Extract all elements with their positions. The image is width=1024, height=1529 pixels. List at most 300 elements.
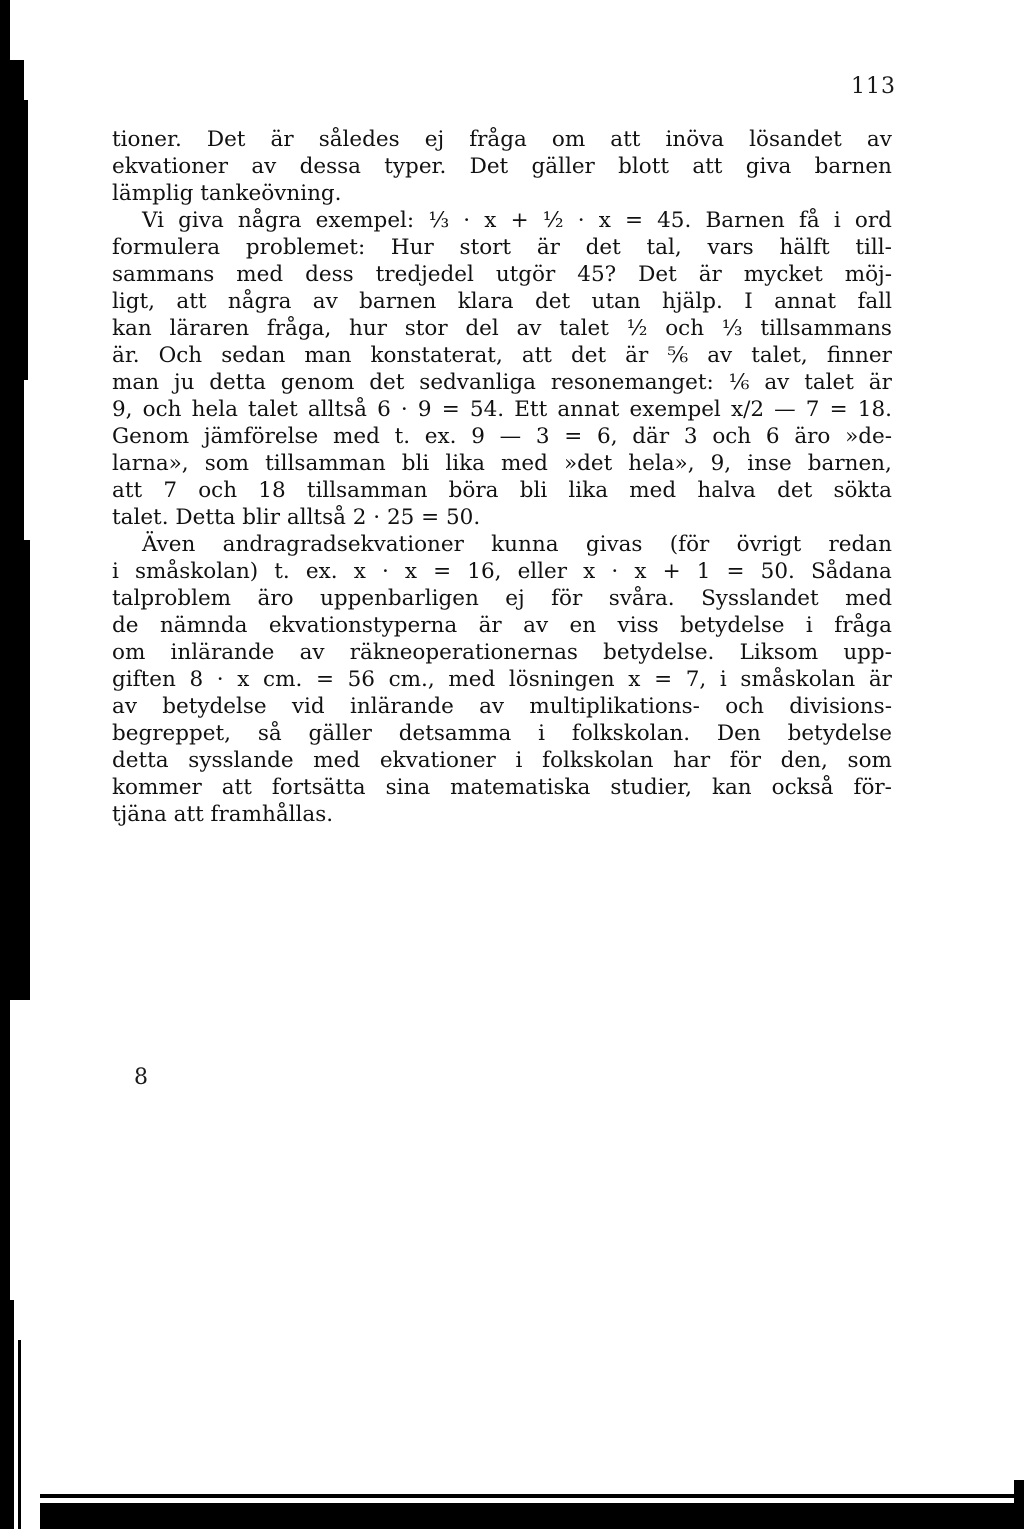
word: och xyxy=(142,397,182,422)
word: formulera xyxy=(112,235,221,260)
scan-edge-bottom xyxy=(40,1503,1024,1529)
word: = xyxy=(433,559,452,584)
word: utan xyxy=(591,289,641,314)
word: hur xyxy=(349,316,387,341)
word: i xyxy=(538,721,546,746)
word: sina xyxy=(385,775,431,800)
word: av xyxy=(312,289,338,314)
text-line xyxy=(112,693,892,720)
word: (för xyxy=(669,532,710,557)
word: x xyxy=(598,208,611,233)
text-line xyxy=(112,585,892,612)
word: talproblem xyxy=(112,586,232,611)
word: viss xyxy=(617,613,659,638)
word: = xyxy=(624,208,643,233)
text-line xyxy=(112,369,892,396)
word: böra xyxy=(448,478,499,503)
word: den, xyxy=(780,748,828,773)
word: exempel xyxy=(629,397,721,422)
word: ekvationer xyxy=(379,748,496,773)
word: exempel: xyxy=(315,208,415,233)
word: har xyxy=(673,748,711,773)
word: att xyxy=(521,343,552,368)
word: + xyxy=(510,208,529,233)
word: lika xyxy=(445,451,485,476)
word: nämnda xyxy=(159,613,248,638)
word: man xyxy=(304,343,352,368)
word: barnen xyxy=(814,154,892,179)
word: i xyxy=(515,748,523,773)
word: betydelse xyxy=(787,721,892,746)
word: inlärande xyxy=(349,694,454,719)
word: Sysslandet xyxy=(701,586,819,611)
word: 6 xyxy=(765,424,780,449)
word: tioner. xyxy=(112,127,182,152)
word: är. xyxy=(112,343,140,368)
word: 9, xyxy=(112,397,133,422)
word: detta xyxy=(209,370,266,395)
word: där xyxy=(632,424,670,449)
word: givas xyxy=(585,532,643,557)
word: I xyxy=(744,289,753,314)
word: 18 xyxy=(258,478,286,503)
word: ej xyxy=(505,586,525,611)
scan-edge-left-3 xyxy=(24,100,28,380)
word: »de- xyxy=(845,424,892,449)
word: cm. xyxy=(263,667,303,692)
word: Och xyxy=(158,343,203,368)
word: äro xyxy=(794,424,831,449)
word: fall xyxy=(857,289,892,314)
word: alltså xyxy=(307,397,367,422)
word: gäller xyxy=(531,154,595,179)
word: halva xyxy=(697,478,756,503)
word: eller xyxy=(517,559,568,584)
word: resonemanget: xyxy=(550,370,714,395)
word: hela», xyxy=(628,451,695,476)
word: 9 xyxy=(417,397,432,422)
word: av xyxy=(479,694,505,719)
word: begreppet, xyxy=(112,721,231,746)
word: = xyxy=(564,424,583,449)
word: ej xyxy=(424,127,445,152)
word: jämförelse xyxy=(203,424,319,449)
word: med xyxy=(448,667,496,692)
word: om xyxy=(551,127,586,152)
text-line xyxy=(112,558,892,585)
word: av xyxy=(707,343,733,368)
word: 6 xyxy=(377,397,391,422)
word: räkneoperationernas xyxy=(349,640,578,665)
word: x xyxy=(583,559,596,584)
word: tredjedel xyxy=(375,262,474,287)
word: och xyxy=(712,424,752,449)
word: det xyxy=(369,370,405,395)
word: om xyxy=(112,640,146,665)
word: = xyxy=(654,667,673,692)
word: att xyxy=(112,478,143,503)
word: stort xyxy=(459,235,512,260)
text-line xyxy=(112,477,892,504)
word: ju xyxy=(173,370,195,395)
word: med xyxy=(236,262,284,287)
word: är xyxy=(868,370,892,395)
word: x xyxy=(484,208,497,233)
word: tillsamman xyxy=(306,478,428,503)
word: folkskolan. xyxy=(571,721,691,746)
word: sökta xyxy=(833,478,892,503)
word: Det xyxy=(638,262,677,287)
word: och xyxy=(665,316,705,341)
word: är xyxy=(868,667,892,692)
word: för xyxy=(729,748,761,773)
word: att xyxy=(610,127,641,152)
word: ⅙ xyxy=(728,370,750,395)
word: hela xyxy=(191,397,238,422)
word: att xyxy=(176,289,207,314)
word: inöva xyxy=(665,127,725,152)
word: att xyxy=(692,154,723,179)
word: andragradsekvationer xyxy=(222,532,464,557)
word: ligt, xyxy=(112,289,155,314)
text-line xyxy=(112,720,892,747)
word: Även xyxy=(142,532,196,557)
word: fråga, xyxy=(266,316,332,341)
word: genom xyxy=(280,370,355,395)
word: ⅚ xyxy=(667,343,689,368)
word: så xyxy=(257,721,282,746)
word: barnen, xyxy=(807,451,892,476)
word: 45. xyxy=(657,208,692,233)
word: uppenbarligen xyxy=(319,586,479,611)
word: några xyxy=(237,208,302,233)
word: · xyxy=(400,397,408,422)
word: — xyxy=(499,424,522,449)
word: Barnen xyxy=(705,208,785,233)
word: också xyxy=(771,775,834,800)
word: x xyxy=(237,667,250,692)
word: stor xyxy=(404,316,448,341)
word: talet xyxy=(559,316,609,341)
word: detsamma xyxy=(398,721,512,746)
word: = xyxy=(829,397,848,422)
word: av xyxy=(299,640,325,665)
word: giva xyxy=(178,208,224,233)
word: lösningen xyxy=(508,667,615,692)
word: dessa xyxy=(299,154,361,179)
word: 3 xyxy=(683,424,698,449)
signature-mark: 8 xyxy=(134,1065,148,1090)
word: med xyxy=(501,451,548,476)
scan-edge-left-1 xyxy=(0,0,10,1529)
text-line: lämplig tankeövning. xyxy=(112,181,342,206)
word: hjälp. xyxy=(662,289,723,314)
word: problemet: xyxy=(245,235,366,260)
word: äro xyxy=(257,586,294,611)
word: med xyxy=(313,748,361,773)
word: läraren xyxy=(169,316,250,341)
word: det xyxy=(534,289,571,314)
word: t. xyxy=(274,559,290,584)
word: få xyxy=(798,208,820,233)
text-line xyxy=(112,126,892,153)
word: inse xyxy=(747,451,792,476)
scan-edge-left-4 xyxy=(24,540,30,1000)
word: att xyxy=(221,775,252,800)
word: inlärande xyxy=(170,640,275,665)
word: 45? xyxy=(577,262,617,287)
word: matematiska xyxy=(450,775,591,800)
word: vid xyxy=(291,694,325,719)
word: blott xyxy=(618,154,670,179)
word: som xyxy=(204,451,250,476)
word: detta xyxy=(112,748,169,773)
word: annat xyxy=(774,289,837,314)
word: ½ xyxy=(626,316,648,341)
word: småskolan) xyxy=(135,559,259,584)
word: finner xyxy=(826,343,892,368)
word: svåra. xyxy=(608,586,675,611)
word: x xyxy=(353,559,366,584)
word: betydelse xyxy=(680,613,785,638)
word: de xyxy=(112,613,139,638)
word: t. xyxy=(394,424,411,449)
word: övrigt xyxy=(736,532,802,557)
word: sedan xyxy=(221,343,286,368)
text-line xyxy=(112,531,892,558)
word: 16, xyxy=(467,559,502,584)
word: av xyxy=(866,127,892,152)
word: 50. xyxy=(760,559,795,584)
word: för xyxy=(551,586,583,611)
text-line xyxy=(112,612,892,639)
word: i xyxy=(719,667,727,692)
word: det xyxy=(585,235,621,260)
word: sysslande xyxy=(188,748,294,773)
word: man xyxy=(112,370,160,395)
word: 8 xyxy=(189,667,204,692)
word: 9 xyxy=(471,424,485,449)
word: för- xyxy=(853,775,892,800)
word: · xyxy=(577,208,585,233)
word: ex. xyxy=(305,559,338,584)
word: till- xyxy=(855,235,892,260)
text-line xyxy=(112,342,892,369)
word: småskolan xyxy=(740,667,856,692)
word: av xyxy=(764,370,790,395)
text-line xyxy=(112,288,892,315)
word: av xyxy=(251,154,277,179)
word: 9, xyxy=(710,451,732,476)
word: vars xyxy=(707,235,754,260)
word: 18. xyxy=(857,397,892,422)
text-line xyxy=(112,639,892,666)
word: 7 xyxy=(163,478,178,503)
word: i xyxy=(112,559,119,584)
word: det xyxy=(777,478,813,503)
word: x xyxy=(634,559,647,584)
word: = xyxy=(726,559,745,584)
word: möj- xyxy=(844,262,892,287)
scan-edge-left-5 xyxy=(10,1300,14,1529)
word: »det xyxy=(563,451,613,476)
word: giften xyxy=(112,667,176,692)
word: = xyxy=(315,667,334,692)
word: talet xyxy=(248,397,298,422)
text-line xyxy=(112,153,892,180)
word: gäller xyxy=(308,721,372,746)
word: redan xyxy=(828,532,892,557)
scan-edge-bottom-line xyxy=(40,1494,1014,1498)
word: lika xyxy=(568,478,609,503)
word: talet xyxy=(804,370,854,395)
word: klara xyxy=(457,289,514,314)
word: divisions- xyxy=(789,694,892,719)
word: · xyxy=(381,559,389,584)
word: några xyxy=(227,289,292,314)
word: Vi xyxy=(142,208,165,233)
word: fråga xyxy=(834,613,892,638)
word: med xyxy=(845,586,892,611)
word: — xyxy=(774,397,796,422)
word: sedvanliga xyxy=(419,370,536,395)
word: är xyxy=(478,613,502,638)
word: Det xyxy=(469,154,509,179)
word: med xyxy=(332,424,380,449)
word: 1 xyxy=(696,559,711,584)
word: studier, xyxy=(610,775,692,800)
word: av xyxy=(516,316,542,341)
word: · xyxy=(463,208,471,233)
word: i xyxy=(833,208,841,233)
word: ex. xyxy=(424,424,457,449)
word: i xyxy=(805,613,813,638)
word: 7 xyxy=(805,397,820,422)
text-line xyxy=(112,207,892,234)
word: en xyxy=(569,613,597,638)
text-line xyxy=(112,450,892,477)
scan-edge-left-6 xyxy=(18,1340,21,1529)
word: upp- xyxy=(843,640,892,665)
word: betydelse xyxy=(162,694,267,719)
word: kommer xyxy=(112,775,202,800)
word: med xyxy=(629,478,677,503)
word: giva xyxy=(745,154,792,179)
word: mycket xyxy=(743,262,823,287)
word: som xyxy=(847,748,892,773)
word: kunna xyxy=(491,532,559,557)
word: Liksom xyxy=(739,640,819,665)
word: fortsätta xyxy=(271,775,366,800)
word: x xyxy=(404,559,418,584)
word: Det xyxy=(206,127,246,152)
word: ekvationstyperna xyxy=(268,613,458,638)
word: larna», xyxy=(112,451,189,476)
word: är xyxy=(536,235,560,260)
word: och xyxy=(725,694,765,719)
word: bli xyxy=(519,478,548,503)
word: multiplikations- xyxy=(529,694,700,719)
word: Sådana xyxy=(810,559,892,584)
word: Genom xyxy=(112,424,190,449)
word: ekvationer xyxy=(112,154,229,179)
word: sammans xyxy=(112,262,215,287)
word: · xyxy=(216,667,224,692)
text-line: talet. Detta blir alltså 2 · 25 = 50. xyxy=(112,505,481,530)
word: cm., xyxy=(388,667,435,692)
word: 56 xyxy=(347,667,375,692)
word: tillsammans xyxy=(760,316,892,341)
word: av xyxy=(523,613,549,638)
text-line xyxy=(112,396,892,423)
body-text xyxy=(112,126,892,828)
word: + xyxy=(662,559,681,584)
word: Ett xyxy=(514,397,548,422)
page-number: 113 xyxy=(851,74,896,99)
word: x xyxy=(628,667,641,692)
word: lösandet xyxy=(749,127,842,152)
text-line xyxy=(112,315,892,342)
word: ½ xyxy=(542,208,564,233)
word: ord xyxy=(854,208,892,233)
word: fråga xyxy=(469,127,527,152)
word: kan xyxy=(112,316,152,341)
word: barnen xyxy=(359,289,437,314)
text-line: tjäna att framhållas. xyxy=(112,802,334,827)
word: och xyxy=(198,478,238,503)
word: utgör xyxy=(495,262,556,287)
scan-edge-right xyxy=(1014,1480,1024,1529)
word: Hur xyxy=(390,235,434,260)
word: av xyxy=(112,694,137,719)
word: 6, xyxy=(597,424,618,449)
word: 54. xyxy=(469,397,505,422)
word: talet, xyxy=(751,343,808,368)
text-line xyxy=(112,423,892,450)
word: 7, xyxy=(685,667,707,692)
word: betydelse. xyxy=(603,640,715,665)
text-line xyxy=(112,261,892,288)
word: annat xyxy=(557,397,620,422)
text-line xyxy=(112,747,892,774)
word: är xyxy=(270,127,294,152)
word: = xyxy=(441,397,460,422)
word: typer. xyxy=(384,154,447,179)
word: det xyxy=(570,343,607,368)
word: kan xyxy=(711,775,752,800)
word: således xyxy=(318,127,400,152)
word: Den xyxy=(716,721,761,746)
word: · xyxy=(611,559,619,584)
word: 3 xyxy=(535,424,550,449)
text-line xyxy=(112,234,892,261)
word: x/2 xyxy=(730,397,765,422)
word: folkskolan xyxy=(542,748,654,773)
word: ⅓ xyxy=(721,316,743,341)
word: är xyxy=(698,262,722,287)
word: är xyxy=(625,343,649,368)
word: tillsamman xyxy=(265,451,386,476)
word: ⅓ xyxy=(428,208,450,233)
text-line xyxy=(112,666,892,693)
word: tal, xyxy=(646,235,682,260)
word: dess xyxy=(305,262,354,287)
word: del xyxy=(465,316,499,341)
word: bli xyxy=(401,451,430,476)
scan-edge-left-2 xyxy=(10,60,24,1000)
word: konstaterat, xyxy=(370,343,503,368)
word: hälft xyxy=(779,235,830,260)
